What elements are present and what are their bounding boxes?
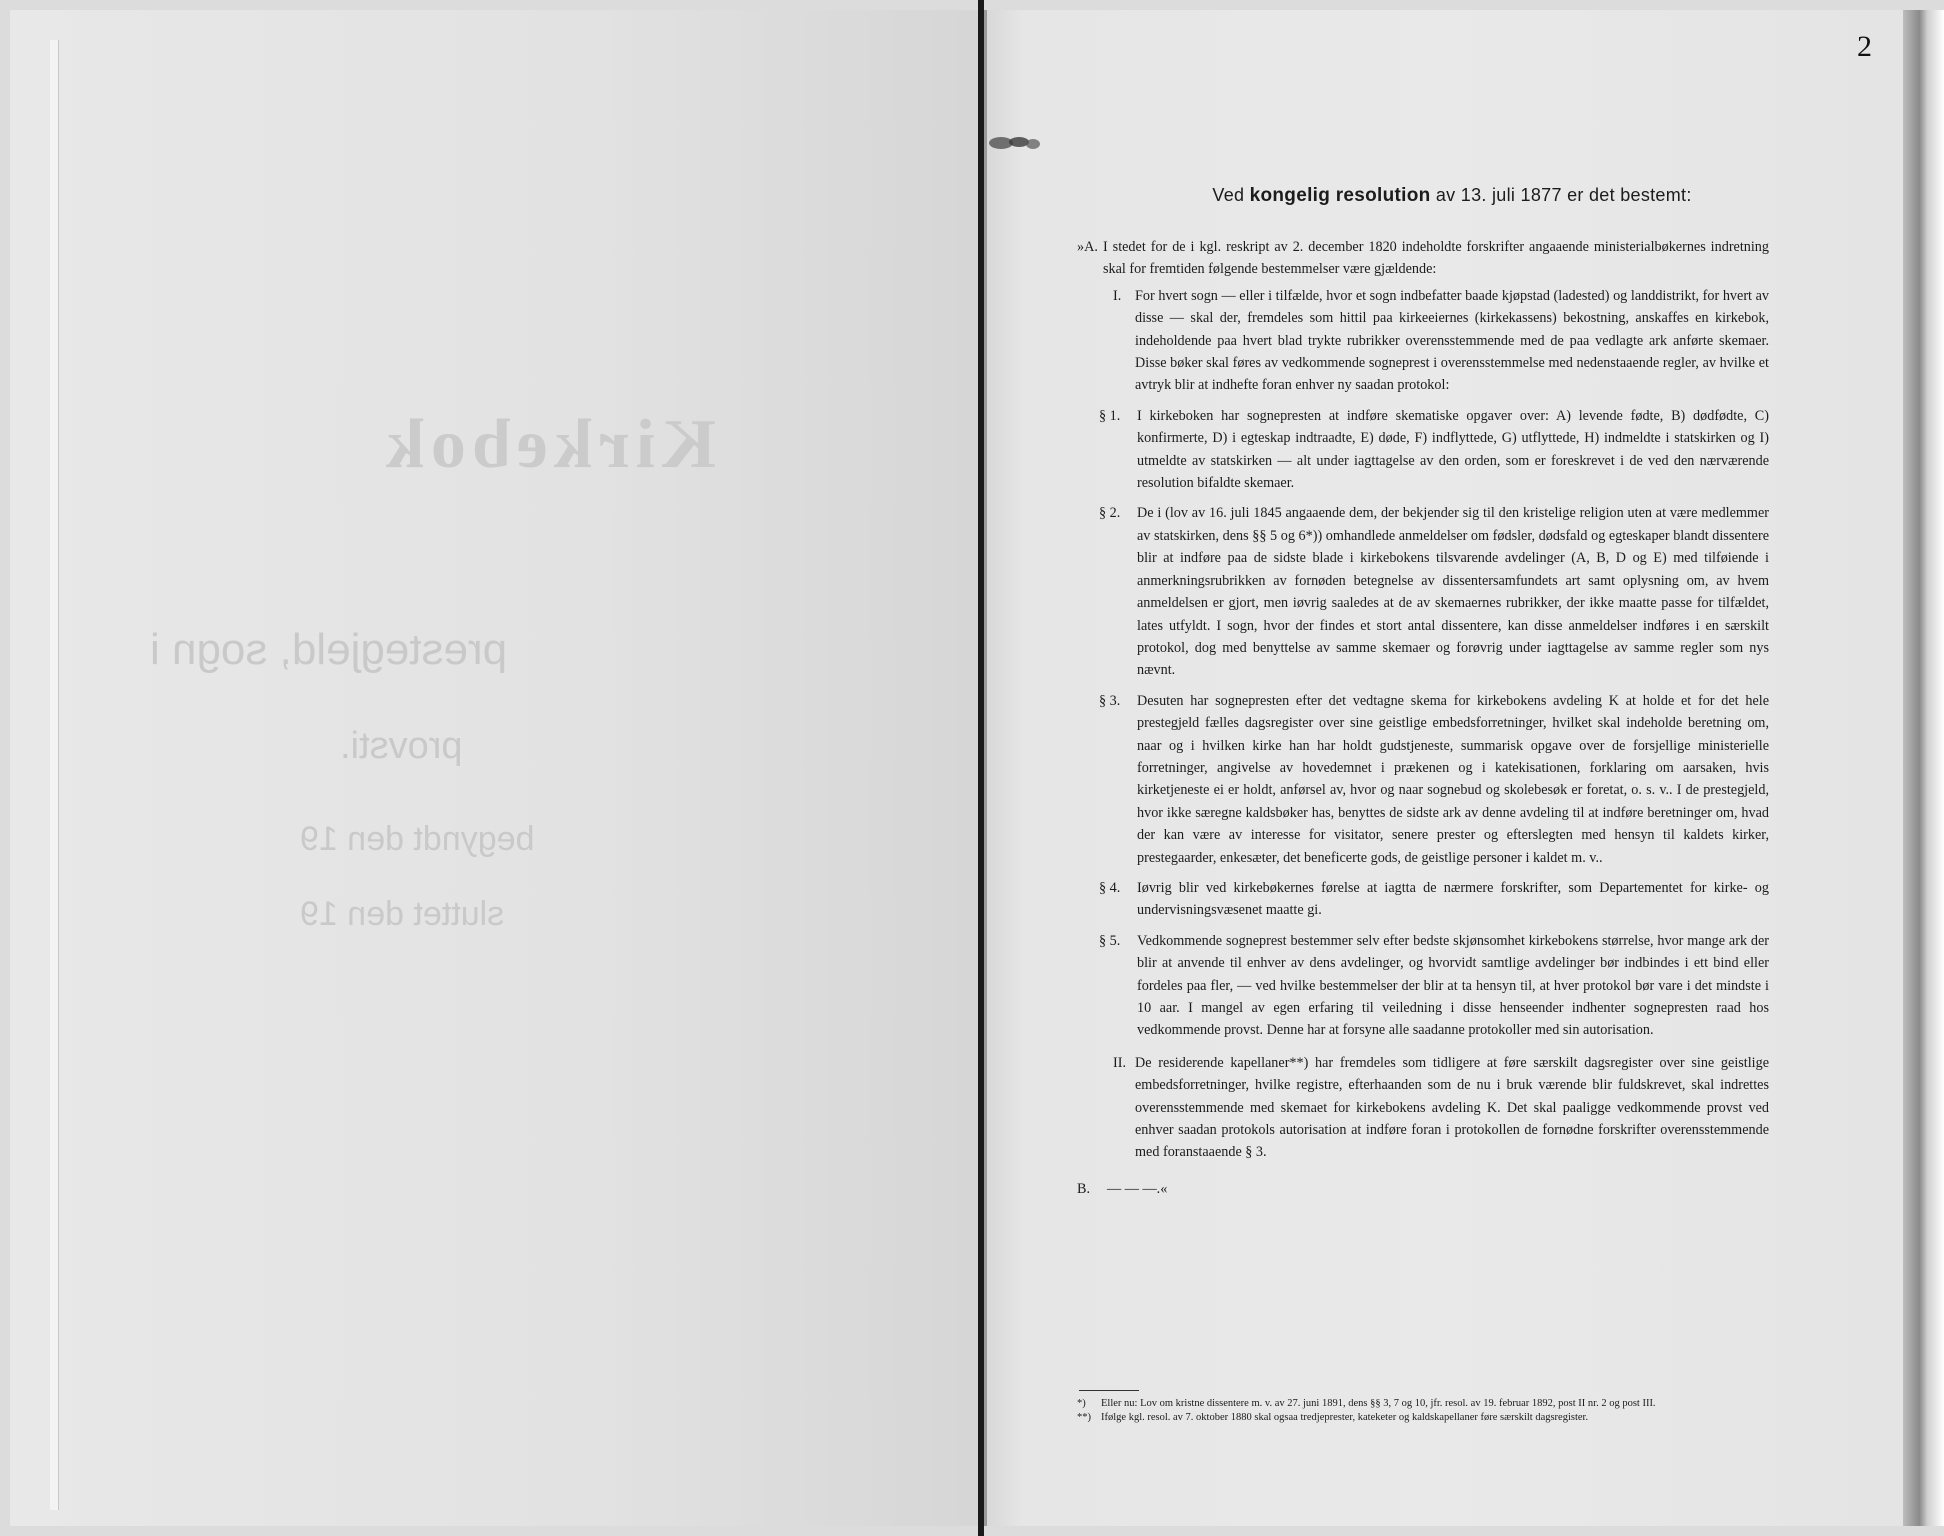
paragraph-text: De i (lov av 16. juli 1845 angaaende dem, der bekjender sig til den kristelige religion uten at være medlemmer av statskirken, dens §§ 5 og 6*)) omhandlede anmeldelser om fødsler, dødsfald og egteskaper blandt dissentere blir at indføre paa de sidste blade i kirkebokens tilsvarende avdelinger (A, B, D og E) med tilføiende i anmerkningsrubrikken av fornøden betegnelse av dissentersamfundets art samt oplysning om, av hvem anmeldelsen er gjort, men iøvrig saaledes at de av skemaernes rubrikker, der ikke maatte passe for tilfældet, lates utfyldt. I sogn, hvor der findes et stort antal dissentere, kan disse anmeldelser indføres i en særskilt protokol, dog med benyttelse av samme skemaer og forøvrig under iagttagelse av samme regler som nys nævnt. <box>1137 505 1769 679</box>
section-i <box>1113 285 1769 397</box>
paragraph-1 <box>1099 405 1769 495</box>
section-ii-label: II. <box>1113 1054 1126 1071</box>
ink-smudge-icon <box>987 133 1041 153</box>
page-number: 2 <box>1857 30 1872 63</box>
paragraph-text: Vedkommende sogneprest bestemmer selv efter bedste skjønsomhet kirkebokens størrelse, hvor mange ark der blir at anvende til enhver av dens avdelinger, og hvorvidt samtlige avdelinger bør indbindes i ett bind eller fordeles paa fler, — ved hvilke bestemmelser der blir at ta hensyn til, at hver protokol bør vare i det mindste i 10 aar. I mangel av egen erfaring til veiledning i disse henseender indhenter sognepresten raad hos vedkommende provst. Denne har at forsyne alle saadanne protokoller med sin autorisation. <box>1137 932 1769 1039</box>
bleed-through-line-4: sluttet den 19 <box>300 895 505 933</box>
resolution-body <box>1077 236 1769 1200</box>
paragraph-label: § 3. <box>1099 692 1121 709</box>
section-b-label: B. <box>1077 1180 1091 1197</box>
resolution-heading <box>1192 185 1712 207</box>
bleed-through-line-3: begyndt den 19 <box>300 820 535 858</box>
section-a <box>1077 236 1769 281</box>
paragraph-text: I kirkeboken har sognepresten at indføre skematiske opgaver over: A) levende fødte, B) dødfødte, C) konfirmerte, D) i egteskap indtraadte, E) døde, F) indflyttede, G) utflyttede, H) indmeldte i statskirken og I) utmeldte av statskirken — alt under iagttagelse av den orden, som er foreskrevet i de ved den nærværende resolution bifaldte skemaer. <box>1137 407 1769 492</box>
paragraph-4 <box>1099 877 1769 922</box>
section-b-text: — — —.« <box>1107 1180 1168 1197</box>
bleed-through-line-2: provsti. <box>340 725 463 767</box>
footnotes <box>1077 1390 1769 1424</box>
section-ii <box>1113 1052 1769 1164</box>
heading-suffix: av 13. juli 1877 er det bestemt: <box>1435 185 1692 205</box>
section-a-text: I stedet for de i kgl. reskript av 2. december 1820 indeholdte forskrifter angaaende ministerialbøkernes indretning skal for fremtiden følgende bestemmelser være gjældende: <box>1103 239 1769 278</box>
footnote-2 <box>1077 1411 1769 1425</box>
left-page-edge <box>50 40 59 1510</box>
footnote-mark: **) <box>1077 1411 1091 1423</box>
paragraph-text: Desuten har sognepresten efter det vedtagne skema for kirkebokens avdeling K at holde et for det hele prestegjeld fælles dagsregister over sine geistlige embedsforretninger, hvilket skal indeholde beretning om, naar og i hvilken kirke han har holdt gudstjeneste, summarisk opgave over de forsjellige ministerielle forretninger, angivelse av hovedemnet i prækenen og i katekisationen, forklaring om aarsaken, hvis kirketjeneste ei er holdt, anførsel av, hvor og naar sognebud og skolebesøk er foretat, o. s. v.. I de prestegjeld, hvor ikke særegne kaldsbøker has, benyttes de sidste ark av denne avdeling til at indføre beretninger om, hvad der kan være av interesse for visitator, senere prester og efterslegten med hensyn til kaldets kirker, prestegaarder, enkesæter, det beneficerte gods, de geistlige personer i kaldet m. v.. <box>1137 692 1769 866</box>
section-i-text: For hvert sogn — eller i tilfælde, hvor et sogn indbefatter baade kjøpstad (ladested) og landdistrikt, for hvert av disse — skal der, fremdeles som hittil paa kirkeeiernes (kirkekassens) bekostning, anskaffes en kirkebok, indeholdende paa hvert blad trykte rubrikker overensstemmende med de paa vedlagte ark anførte skemaer. Disse bøker skal føres av vedkommende sogneprest i overensstemmelse med nedenstaaende regler, av hvilke et avtryk blir at indhefte foran enhver ny saadan protokol: <box>1135 287 1769 394</box>
paragraph-3 <box>1099 690 1769 869</box>
footnote-mark: *) <box>1077 1398 1086 1409</box>
left-page <box>10 10 978 1526</box>
paragraph-label: § 2. <box>1099 505 1121 522</box>
footnote-1 <box>1077 1397 1769 1411</box>
paragraph-text: Iøvrig blir ved kirkebøkernes førelse at iagtta de nærmere forskrifter, som Departementet for kirke- og undervisningsvæsenet maatte gi. <box>1137 879 1769 919</box>
paragraph-label: § 1. <box>1099 407 1121 424</box>
footnote-text: Ifølge kgl. resol. av 7. oktober 1880 skal ogsaa tredjeprester, kateketer og kaldskapellaner føre særskilt dagsregister. <box>1101 1411 1589 1423</box>
paragraph-2 <box>1099 502 1769 681</box>
section-i-label: I. <box>1113 287 1122 304</box>
footnote-rule <box>1079 1390 1139 1391</box>
section-b <box>1077 1178 1769 1200</box>
bleed-through-title: Kirkebok <box>380 406 716 483</box>
paragraph-label: § 5. <box>1099 932 1121 949</box>
page-stack-edge <box>1903 10 1944 1526</box>
heading-prefix: Ved <box>1212 185 1245 205</box>
right-page <box>987 10 1903 1526</box>
bleed-through-line-1: prestegjeld, sogn i <box>150 625 508 674</box>
paragraph-label: § 4. <box>1099 879 1121 896</box>
section-a-label: »A. <box>1077 239 1098 255</box>
paragraph-5 <box>1099 930 1769 1042</box>
section-ii-text: De residerende kapellaner**) har fremdeles som tidligere at føre særskilt dagsregister over sine geistlige embedsforretninger, hvilke registre, efterhaanden som de nu i bruk værende blir fuldskrevet, skal indrettes overensstemmende med skemaet for kirkebokens avdeling K. Det skal paaligge vedkommende provst ved enhver saadan protokols autorisation at indføre foran i protokollen de fornødne forskrifter overensstemmende med foranstaaende § 3. <box>1135 1054 1769 1161</box>
footnote-text: Eller nu: Lov om kristne dissentere m. v. av 27. juni 1891, dens §§ 3, 7 og 10, jfr. resol. av 19. februar 1892, post II nr. 2 og post III. <box>1101 1398 1656 1409</box>
heading-bold: kongelig resolution <box>1249 185 1431 206</box>
